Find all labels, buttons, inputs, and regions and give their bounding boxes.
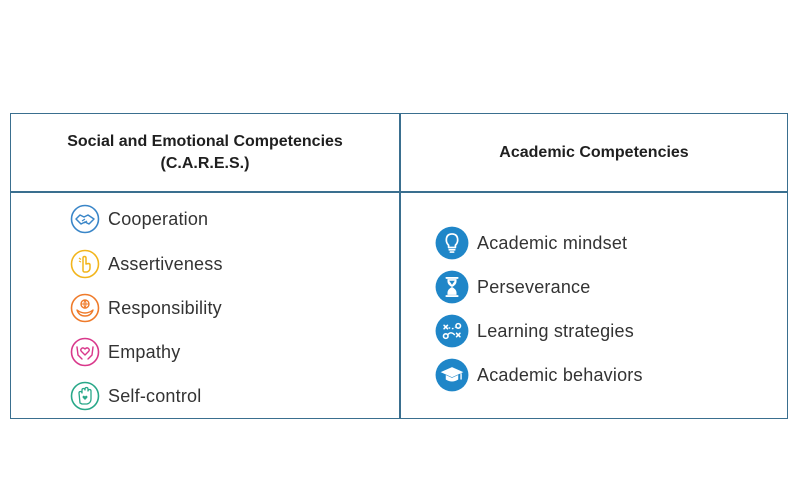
heart-hands-icon <box>70 337 100 367</box>
list-item-label: Cooperation <box>108 208 209 229</box>
header-social-emotional-line1: Social and Emotional Competencies <box>67 132 343 150</box>
list-item-label: Learning strategies <box>477 320 634 341</box>
list-item-learning-strategies <box>435 314 634 348</box>
header-social-emotional <box>11 114 399 191</box>
list-item-label: Assertiveness <box>108 253 223 274</box>
list-item-responsibility <box>70 291 222 325</box>
list-item-label: Responsibility <box>108 297 222 318</box>
competencies-table <box>10 113 788 419</box>
raised-hand-icon <box>70 249 100 279</box>
list-item-label: Empathy <box>108 341 181 362</box>
globe-in-hand-icon <box>70 293 100 323</box>
list-item-label: Perseverance <box>477 276 591 297</box>
header-social-emotional-line2: (C.A.R.E.S.) <box>160 154 250 172</box>
list-item-perseverance <box>435 270 590 304</box>
graduation-cap-icon <box>435 358 469 392</box>
hand-heart-icon <box>70 381 100 411</box>
list-item-label: Academic mindset <box>477 232 628 253</box>
list-item-self-control <box>70 379 201 413</box>
header-academic <box>401 114 787 191</box>
list-item-label: Academic behaviors <box>477 364 643 385</box>
list-item-cooperation <box>70 202 208 236</box>
hourglass-icon <box>435 270 469 304</box>
list-item-assertiveness <box>70 247 223 281</box>
handshake-icon <box>70 204 100 234</box>
list-item-academic-mindset <box>435 226 627 260</box>
strategy-play-icon <box>435 314 469 348</box>
header-divider <box>11 191 787 193</box>
list-item-academic-behaviors <box>435 358 643 392</box>
list-item-label: Self-control <box>108 385 202 406</box>
lightbulb-icon <box>435 226 469 260</box>
header-academic-label: Academic Competencies <box>499 143 689 161</box>
list-item-empathy <box>70 335 180 369</box>
